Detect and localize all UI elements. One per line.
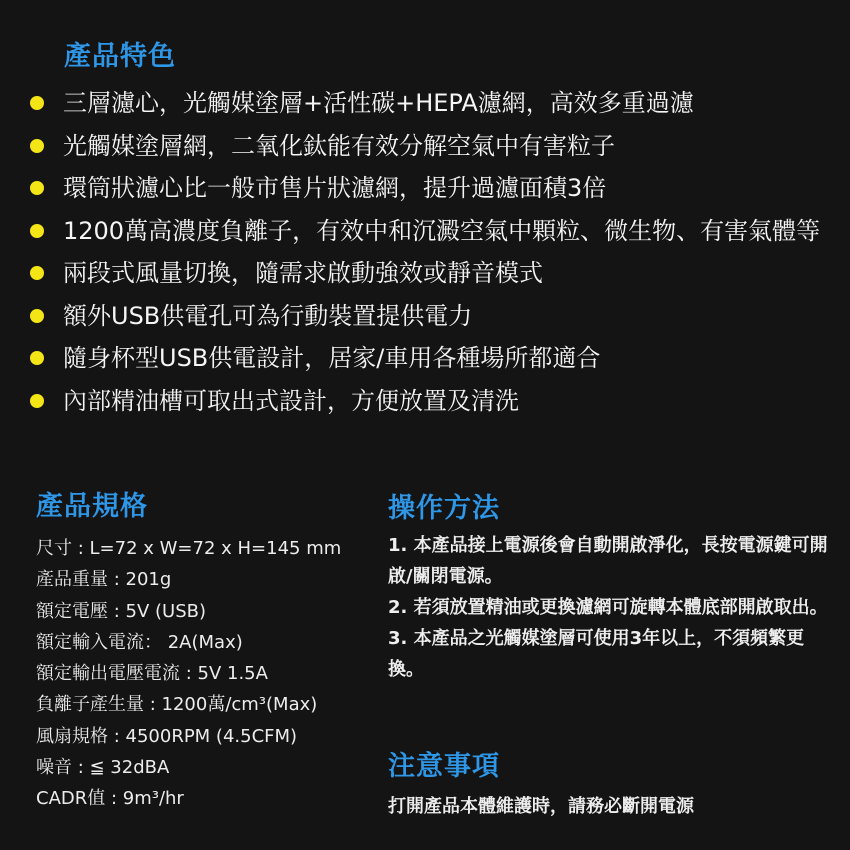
bullet-dot-icon: [30, 351, 44, 365]
feature-item: [30, 295, 830, 338]
feature-item: [30, 252, 830, 295]
feature-text: 隨身杯型USB供電設計，居家/車用各種場所都適合: [63, 344, 601, 372]
bullet-dot-icon: [30, 181, 44, 195]
features-heading: 產品特色: [64, 41, 176, 72]
feature-text: 兩段式風量切換，隨需求啟動強效或靜音模式: [63, 259, 543, 287]
spec-row-size: 尺寸 : L=72 x W=72 x H=145 mm: [36, 538, 342, 559]
operation-step: 3. 本產品之光觸媒塗層可使用3年以上，不須頻繁更換。: [388, 628, 805, 680]
feature-text: 光觸媒塗層網，二氧化鈦能有效分解空氣中有害粒子: [63, 131, 615, 160]
feature-item: [30, 380, 830, 423]
feature-item: [30, 82, 830, 125]
notes-text: 打開產品本體維護時，請務必斷開電源: [388, 796, 694, 817]
operation-step: 2. 若須放置精油或更換濾網可旋轉本體底部開啟取出。: [388, 597, 828, 618]
bullet-dot-icon: [30, 139, 44, 153]
feature-text: 1200萬高濃度負離子，有效中和沉澱空氣中顆粒、微生物、有害氣體等: [63, 216, 821, 245]
feature-text: 內部精油槽可取出式設計，方便放置及清洗: [63, 386, 519, 415]
bullet-dot-icon: [30, 224, 44, 238]
bullet-dot-icon: [30, 96, 44, 110]
specs-heading: 產品規格: [36, 491, 148, 522]
spec-row-voltage: 額定電壓 : 5V (USB): [36, 600, 206, 622]
notes-heading: 注意事項: [388, 751, 500, 782]
specs-list: [36, 533, 376, 815]
feature-item: [30, 167, 830, 210]
spec-row-input-current: 額定輸入電流： 2A(Max): [36, 631, 243, 653]
spec-row-weight: 產品重量 : 201g: [36, 569, 172, 591]
feature-item: [30, 210, 833, 253]
bullet-dot-icon: [30, 309, 44, 323]
operation-steps: [388, 530, 828, 685]
operation-step: 1. 本產品接上電源後會自動開啟淨化，長按電源鍵可開啟/關閉電源。: [388, 535, 828, 587]
bullet-dot-icon: [30, 394, 44, 408]
spec-row-output: 額定輸出電壓電流 : 5V 1.5A: [36, 663, 268, 685]
spec-row-cadr: CADR值 : 9m³/hr: [36, 788, 184, 810]
feature-text: 三層濾心，光觸媒塗層+活性碳+HEPA濾網，高效多重過濾: [63, 89, 694, 117]
feature-item: [30, 337, 830, 380]
operation-heading: 操作方法: [388, 493, 500, 524]
feature-text: 額外USB供電孔可為行動裝置提供電力: [63, 301, 473, 330]
spec-row-ions: 負離子產生量 : 1200萬/cm³(Max): [36, 694, 318, 716]
feature-text: 環筒狀濾心比一般市售片狀濾網，提升過濾面積3倍: [63, 174, 607, 202]
spec-row-noise: 噪音 : ≦ 32dBA: [36, 757, 170, 779]
feature-item: [30, 125, 830, 168]
features-list: [30, 82, 830, 422]
spec-row-fan: 風扇規格 : 4500RPM (4.5CFM): [36, 725, 298, 747]
bullet-dot-icon: [30, 266, 44, 280]
